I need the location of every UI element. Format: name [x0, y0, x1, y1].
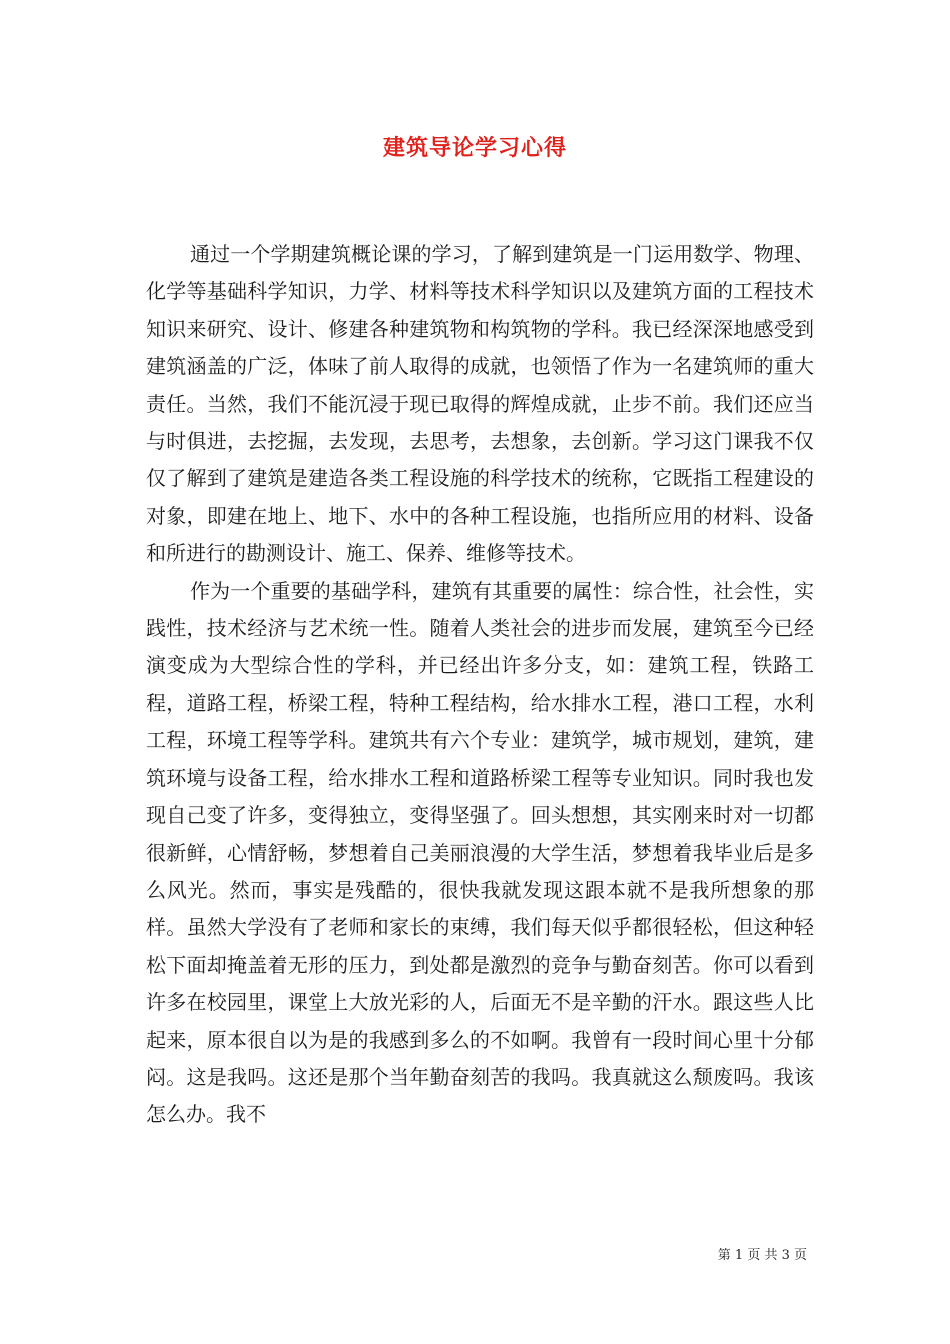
paragraph-2: 作为一个重要的基础学科，建筑有其重要的属性：综合性，社会性，实践性，技术经济与艺术统一性。随着人类社会的进步而发展，建筑至今已经演变成为大型综合性的学科，并已经出许多分支，如：建筑工程，铁路工程，道路工程，桥梁工程，特种工程结构，给水排水工程，港口工程，水利工程，环境工程等学科。建筑共有六个专业：建筑学，城市规划，建筑，建筑环境与设备工程，给水排水工程和道路桥梁工程等专业知识。同时我也发现自己变了许多，变得独立，变得坚强了。回头想想，其实刚来时对一切都很新鲜，心情舒畅，梦想着自己美丽浪漫的大学生活，梦想着我毕业后是多么风光。然而，事实是残酷的，很快我就发现这跟本就不是我所想象的那样。虽然大学没有了老师和家长的束缚，我们每天似乎都很轻松，但这种轻松下面却掩盖着无形的压力，到处都是激烈的竞争与勤奋刻苦。你可以看到许多在校园里，课堂上大放光彩的人，后面无不是辛勤的汗水。跟这些人比起来，原本很自以为是的我感到多么的不如啊。我曾有一段时间心里十分郁闷。这是我吗。这还是那个当年勤奋刻苦的我吗。我真就这么颓废吗。我该怎么办。我不	[146, 578, 814, 1127]
page-number: 第 1 页 共 3 页	[717, 1248, 807, 1263]
document-title: 建筑导论学习心得	[382, 135, 567, 161]
paragraph-1: 通过一个学期建筑概论课的学习，了解到建筑是一门运用数学、物理、化学等基础科学知识，力学、材料等技术科学知识以及建筑方面的工程技术知识来研究、设计、修建各种建筑物和构筑物的学科。我已经深深地感受到建筑涵盖的广泛，体味了前人取得的成就，也领悟了作为一名建筑师的重大责任。当然，我们不能沉浸于现已取得的辉煌成就，止步不前。我们还应当与时俱进，去挖掘，去发现，去思考，去想象，去创新。学习这门课我不仅仅了解到了建筑是建造各类工程设施的科学技术的统称，它既指工程建设的对象，即建在地上、地下、水中的各种工程设施，也指所应用的材料、设备和所进行的勘测设计、施工、保养、维修等技术。	[146, 242, 814, 566]
document-body	[146, 236, 814, 1134]
